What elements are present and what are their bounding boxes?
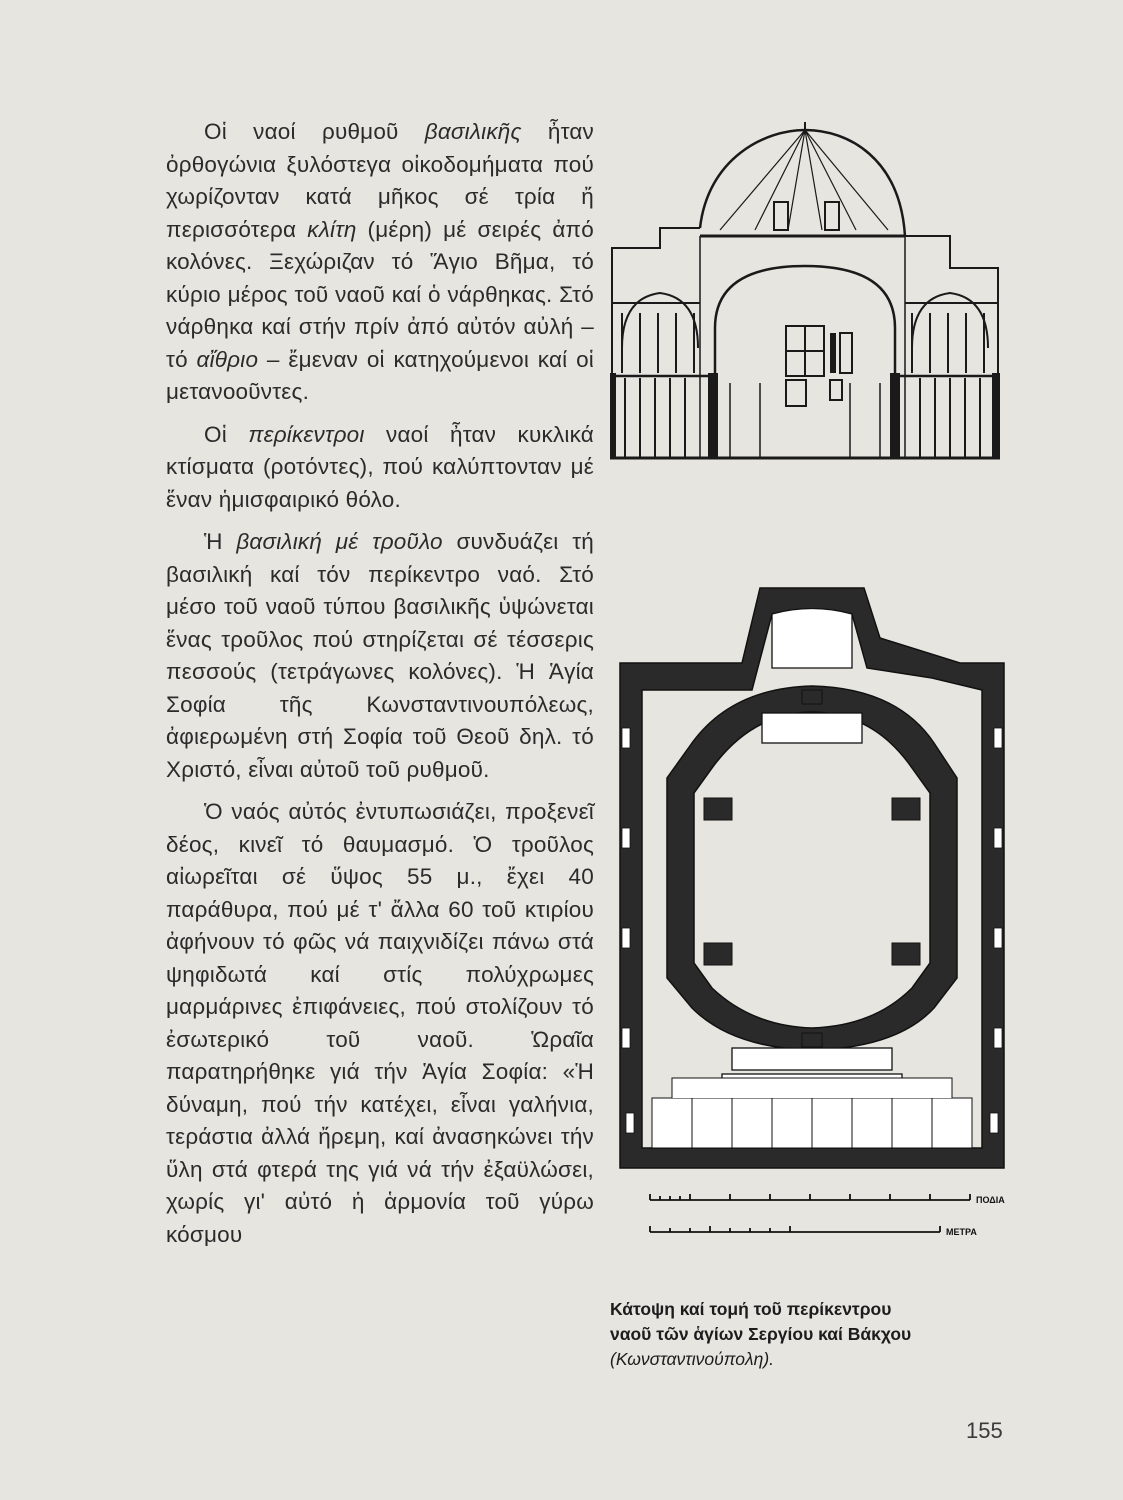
caption-line-2: ναοῦ τῶν ἁγίων Σεργίου καί Βάκχου [610, 1324, 912, 1344]
caption-place: (Κωνσταντινούπολη). [610, 1349, 775, 1369]
italic-term: περίκεντροι [248, 421, 365, 447]
text-run: ἦταν ὀρθογώνια ξυλόστεγα οἰκοδομήματα πού χωρίζονταν κατά μῆκος σέ τρία ἤ περισσότερα [166, 119, 594, 242]
text-run: – ἔμεναν οἱ κατηχούμενοι καί οἱ μετανοοῦντες. [166, 346, 594, 404]
text-run: Οἱ ναοί ρυθμοῦ [204, 119, 425, 144]
body-text [166, 116, 594, 1261]
scale-label-feet: ΠΟΔΙΑ [976, 1195, 1005, 1205]
church-section-drawing [600, 118, 1005, 468]
paragraph [166, 116, 594, 409]
scale-label-meters: ΜΕΤΡΑ [946, 1227, 977, 1237]
figure-caption [610, 1297, 1020, 1372]
text-run: Ὁ ναός αὐτός ἐντυπωσιάζει, προξενεῖ δέος, κινεῖ τό θαυμασμό. Ὁ τροῦλος αἰωρεῖται σέ ὕψος 55 μ., ἔχει 40 παράθυρα, πού μέ τ' ἄλλα 60 τοῦ κτιρίου ἀφήνουν τό φῶς νά παιχνιδίζει πάνω στά ψηφιδωτά καί στίς πολύχρωμες μαρμάρινες ἐπιφάνειες, πού στολίζουν τό ἐσωτερικό τοῦ ναοῦ. Ὡραῖα παρατηρήθηκε γιά τήν Ἁγία Σοφία: «Ἡ δύναμη, πού τήν κατέχει, εἶναι γαλήνια, τεράστια ἀλλά ἤρεμη, καί ἀνασηκώνει τήν ὕλη στά φτερά της γιά νά τήν ἐξαϋλώσει, χωρίς γι' αὐτό ἡ ἁρμονία τοῦ γύρω κόσμου [166, 799, 594, 1247]
caption-line-1: Κάτοψη καί τομή τοῦ περίκεντρου [610, 1299, 892, 1319]
paragraph [166, 526, 594, 786]
italic-term: βασιλικῆς [424, 119, 522, 144]
church-floor-plan [612, 578, 1012, 1178]
text-run: συνδυάζει τή βασιλική καί τόν περίκεντρο ναό. Στό μέσο τοῦ ναοῦ τύπου βασιλικῆς ὑψώνεται ἕνας τροῦλος πού στηρίζεται σέ τέσσερις πεσσούς (τετράγωνες κολόνες). Ἡ Ἁγία Σοφία τῆς Κωνσταντινουπόλεως, ἀφιερωμένη στή Σοφία τοῦ Θεοῦ δηλ. τό Χριστό, εἶναι αὐτοῦ τοῦ ρυθμοῦ. [166, 529, 595, 782]
scale-bars [640, 1186, 1020, 1246]
italic-term: κλίτη [307, 216, 357, 242]
italic-term: αἴθριο [196, 346, 259, 372]
page-number: 155 [966, 1418, 1003, 1443]
text-run: ναοί ἦταν κυκλικά κτίσματα (ροτόντες), πού καλύπτονταν μέ ἕναν ἡμισφαιρικό θόλο. [166, 421, 594, 512]
text-run: Οἱ [204, 421, 249, 447]
paragraph [166, 419, 594, 517]
paragraph [166, 796, 594, 1251]
text-run: (μέρη) μέ σειρές ἀπό κολόνες. Ξεχώριζαν τό Ἅγιο Βῆμα, τό κύριο μέρος τοῦ ναοῦ καί ὁ νάρθηκας. Στό νάρθηκα καί στήν πρίν ἀπό αὐτόν αὐλή – τό [166, 216, 594, 372]
text-run: Ἡ [204, 529, 237, 554]
italic-term: βασιλική μέ τροῦλο [236, 529, 443, 554]
